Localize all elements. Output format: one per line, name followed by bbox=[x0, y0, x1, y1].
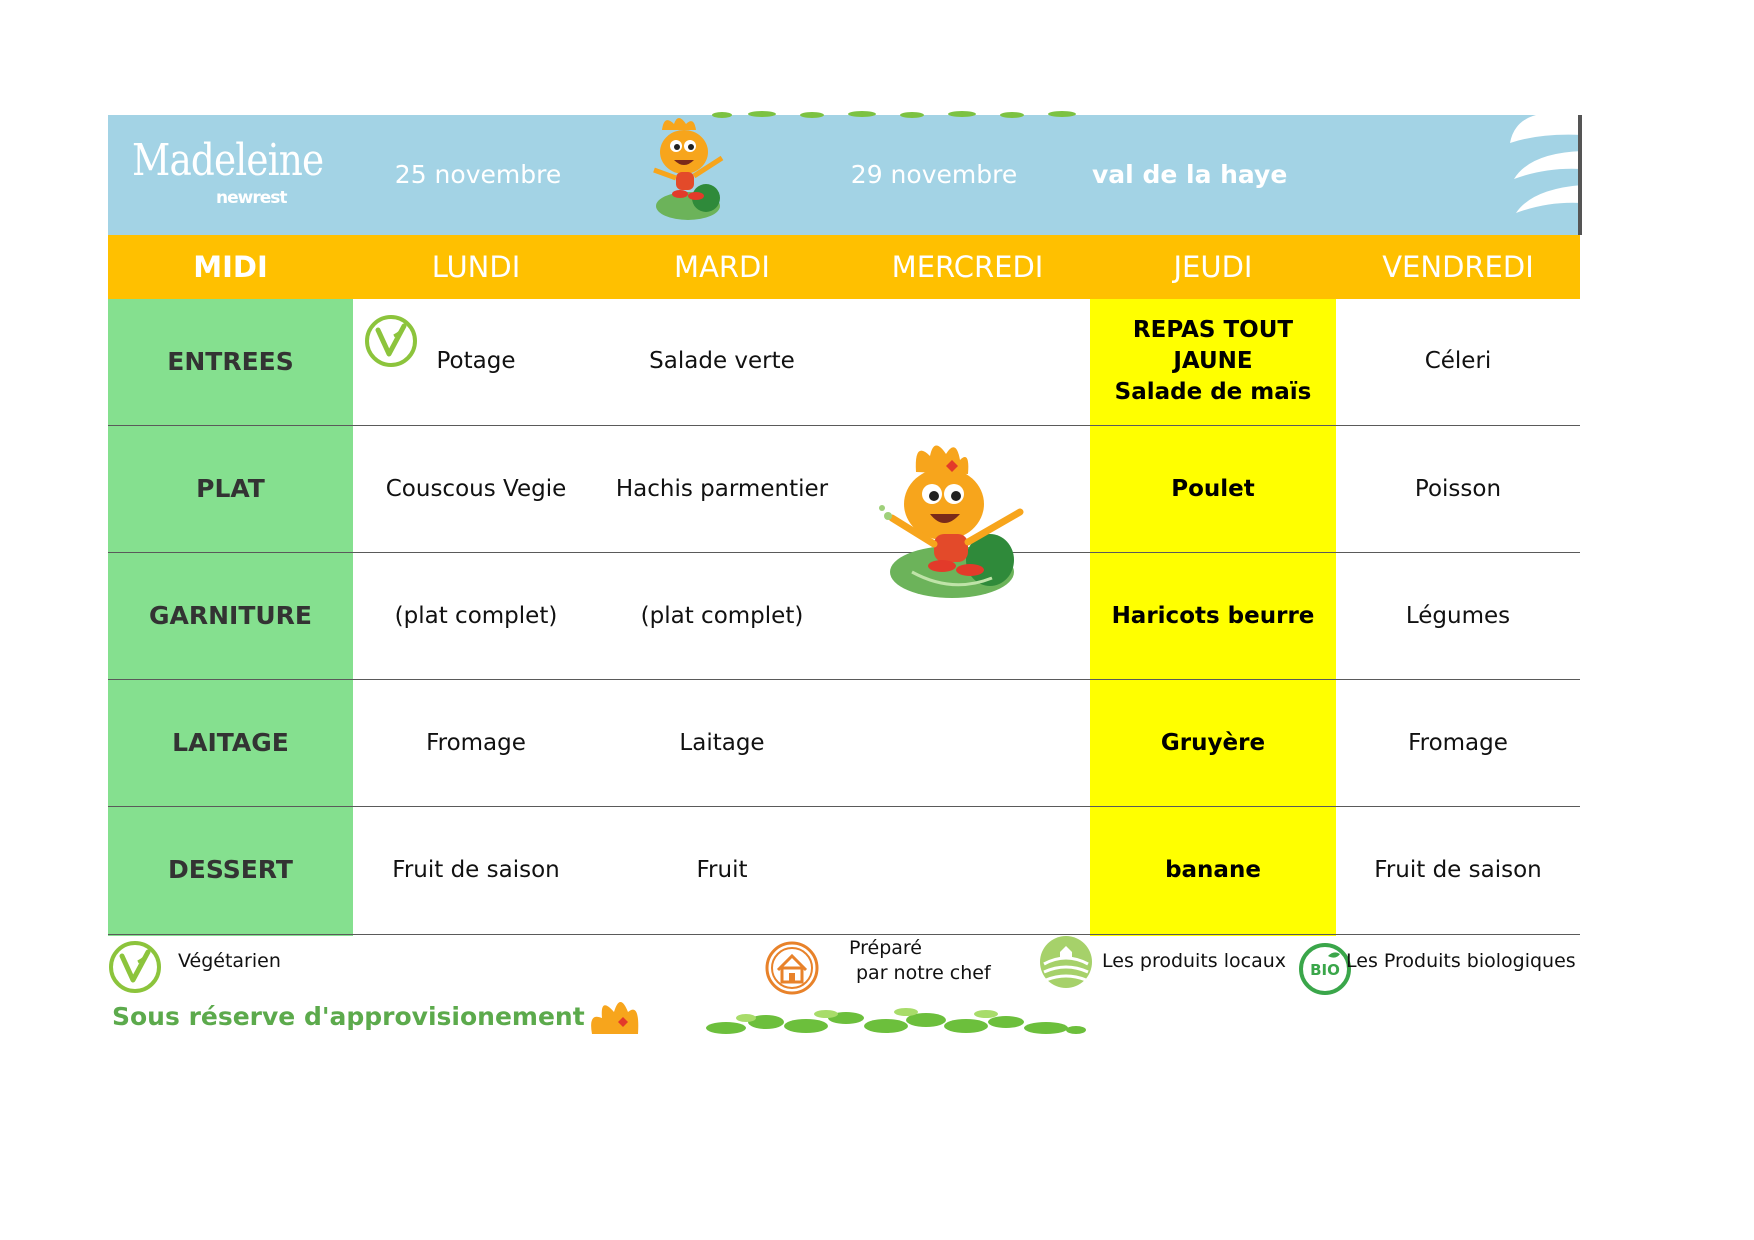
menu-cell-garniture-vendredi: Légumes bbox=[1405, 603, 1511, 629]
jeudi-theme-line1: REPAS TOUT bbox=[1132, 317, 1294, 343]
brand-sub: newrest bbox=[216, 188, 287, 208]
flower-decoration bbox=[584, 992, 664, 1034]
legend-chef-label-line1: Préparé bbox=[849, 937, 922, 959]
menu-cell-plat-lundi: Couscous Vegie bbox=[385, 476, 567, 502]
day-header-vendredi: VENDREDI bbox=[1382, 250, 1534, 284]
day-header-jeudi: JEUDI bbox=[1173, 250, 1253, 284]
bio-badge-icon bbox=[1298, 942, 1352, 996]
brand-logo: Madeleine bbox=[132, 135, 324, 186]
vegetarian-icon bbox=[108, 940, 162, 994]
jeudi-entree-dish: Salade de maïs bbox=[1114, 379, 1312, 405]
week-end-date: 29 novembre bbox=[850, 160, 1018, 189]
local-field-icon bbox=[1038, 934, 1094, 990]
row-label-entrees: ENTREES bbox=[167, 347, 294, 376]
week-start-date: 25 novembre bbox=[394, 160, 562, 189]
chef-house-icon bbox=[764, 940, 820, 996]
leaves-decoration-bottom bbox=[706, 1004, 1086, 1034]
site-name: val de la haye bbox=[1092, 160, 1288, 189]
day-header-mardi: MARDI bbox=[674, 250, 770, 284]
menu-cell-entrees-jeudi bbox=[1090, 315, 1336, 408]
day-header-row bbox=[108, 235, 1580, 299]
menu-cell-dessert-lundi: Fruit de saison bbox=[392, 857, 560, 883]
menu-cell-garniture-lundi: (plat complet) bbox=[394, 603, 558, 629]
row-divider bbox=[108, 806, 1580, 807]
menu-cell-dessert-jeudi: banane bbox=[1165, 857, 1261, 883]
row-divider bbox=[108, 552, 1580, 553]
legend-local-label: Les produits locaux bbox=[1102, 950, 1287, 972]
day-header-lundi: LUNDI bbox=[431, 250, 521, 284]
jeudi-theme-line2: JAUNE bbox=[1173, 348, 1253, 374]
header-band bbox=[108, 115, 1580, 235]
menu-cell-dessert-vendredi: Fruit de saison bbox=[1374, 857, 1542, 883]
menu-cell-garniture-jeudi: Haricots beurre bbox=[1111, 603, 1315, 629]
row-divider bbox=[108, 934, 1580, 935]
row-label-dessert: DESSERT bbox=[168, 855, 293, 884]
legend-chef-label-line2: par notre chef bbox=[856, 962, 991, 984]
mascot-icon bbox=[640, 112, 736, 224]
row-label-laitage: LAITAGE bbox=[172, 728, 289, 757]
row-divider bbox=[108, 679, 1580, 680]
menu-cell-entrees-lundi: Potage bbox=[436, 348, 516, 374]
day-header-mercredi: MERCREDI bbox=[891, 250, 1044, 284]
menu-cell-plat-jeudi: Poulet bbox=[1171, 476, 1255, 502]
supply-disclaimer: Sous réserve d'approvisionement bbox=[112, 1002, 585, 1031]
legend-bio-label: Les Produits biologiques bbox=[1346, 950, 1576, 972]
bio-badge-text: BIO bbox=[1310, 961, 1340, 979]
menu-cell-dessert-mardi: Fruit bbox=[696, 857, 748, 883]
menu-cell-entrees-mardi: Salade verte bbox=[649, 348, 795, 374]
row-label-plat: PLAT bbox=[196, 474, 265, 503]
header-wave-decoration bbox=[1510, 115, 1582, 235]
menu-cell-garniture-mardi: (plat complet) bbox=[640, 603, 804, 629]
mascot-icon bbox=[872, 432, 1032, 604]
menu-cell-laitage-vendredi: Fromage bbox=[1408, 730, 1508, 756]
leaves-decoration-top bbox=[712, 109, 1082, 119]
row-label-garniture: GARNITURE bbox=[148, 601, 313, 630]
menu-cell-laitage-jeudi: Gruyère bbox=[1160, 730, 1266, 756]
row-divider bbox=[108, 425, 1580, 426]
menu-cell-laitage-lundi: Fromage bbox=[426, 730, 526, 756]
legend-vegetarian-label: Végétarien bbox=[178, 950, 281, 972]
menu-cell-plat-vendredi: Poisson bbox=[1414, 476, 1502, 502]
menu-cell-plat-mardi: Hachis parmentier bbox=[615, 476, 829, 502]
menu-cell-laitage-mardi: Laitage bbox=[679, 730, 765, 756]
day-header-midi: MIDI bbox=[193, 250, 268, 284]
menu-cell-entrees-vendredi: Céleri bbox=[1424, 348, 1492, 374]
